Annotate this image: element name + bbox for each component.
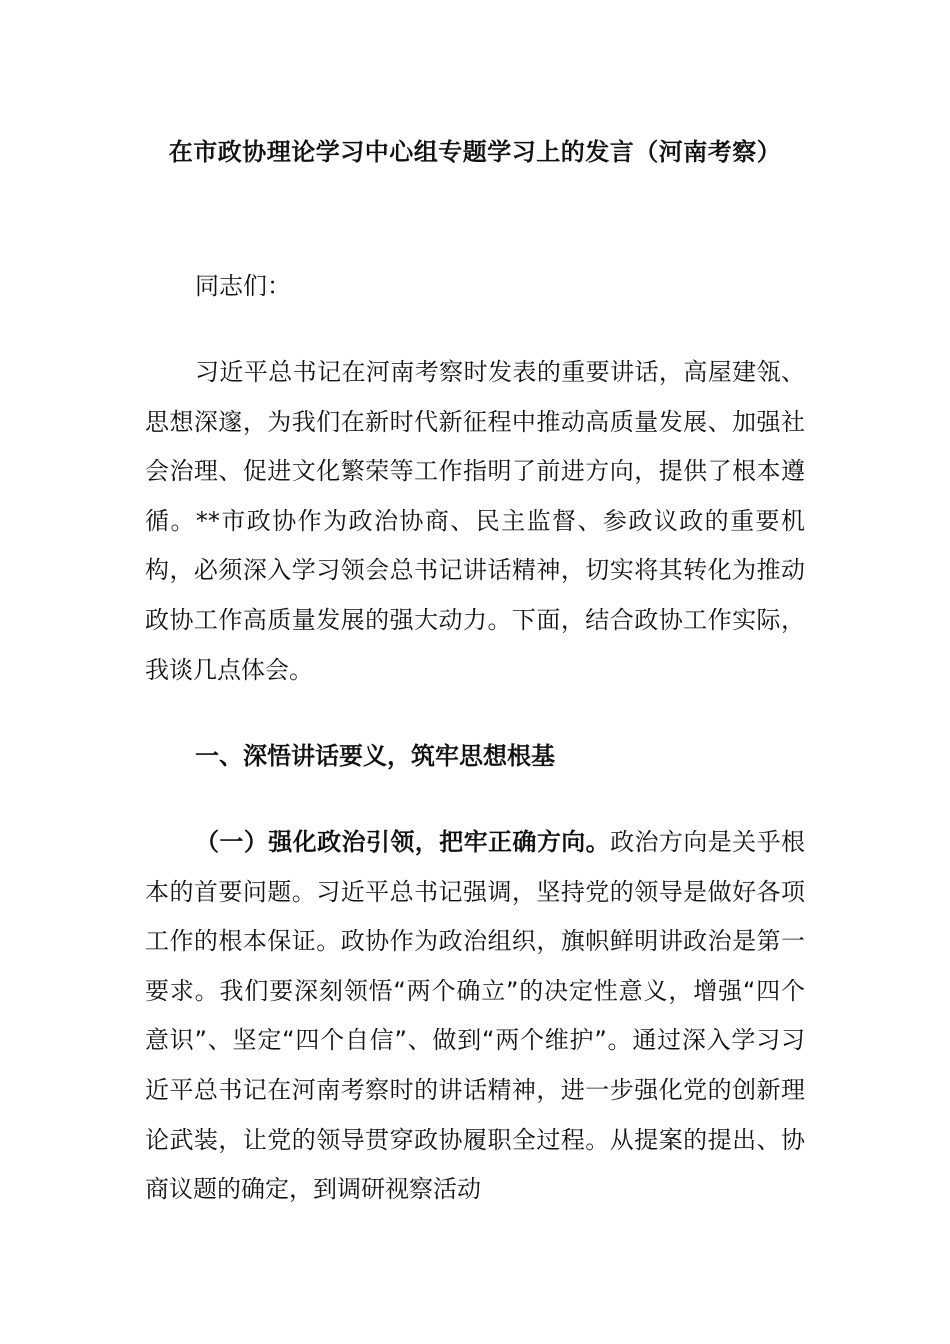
paragraph-intro: 习近平总书记在河南考察时发表的重要讲话，高屋建瓴、思想深邃，为我们在新时代新征程中推动高质量发展、加强社会治理、促进文化繁荣等工作指明了前进方向，提供了根本遵循。**市政协作为政治协商、民主监督、参政议政的重要机构，必须深入学习领会总书记讲话精神，切实将其转化为推动政协工作高质量发展的强大动力。下面，结合政协工作实际，我谈几点体会。 — [145, 358, 805, 684]
document-title: 在市政协理论学习中心组专题学习上的发言（河南考察） — [168, 138, 782, 166]
paragraph-section-1-1 — [145, 818, 805, 1215]
section-heading-1: 一、深悟讲话要义，筑牢思想根基 — [195, 742, 555, 770]
paragraph-body: 政治方向是关乎根本的首要问题。习近平总书记强调，坚持党的领导是做好各项工作的根本保证。政协作为政治组织，旗帜鲜明讲政治是第一要求。我们要深刻领悟“两个确立”的决定性意义，增强“四个意识”、坚定“四个自信”、做到“两个维护”。通过深入学习习近平总书记在河南考察时的讲话精神，进一步强化党的创新理论武装，让党的领导贯穿政协履职全过程。从提案的提出、协商议题的确定，到调研视察活动 — [145, 828, 806, 1204]
paragraph-lead-bold: （一）强化政治引领，把牢正确方向。 — [195, 828, 611, 856]
salutation: 同志们： — [195, 272, 291, 300]
